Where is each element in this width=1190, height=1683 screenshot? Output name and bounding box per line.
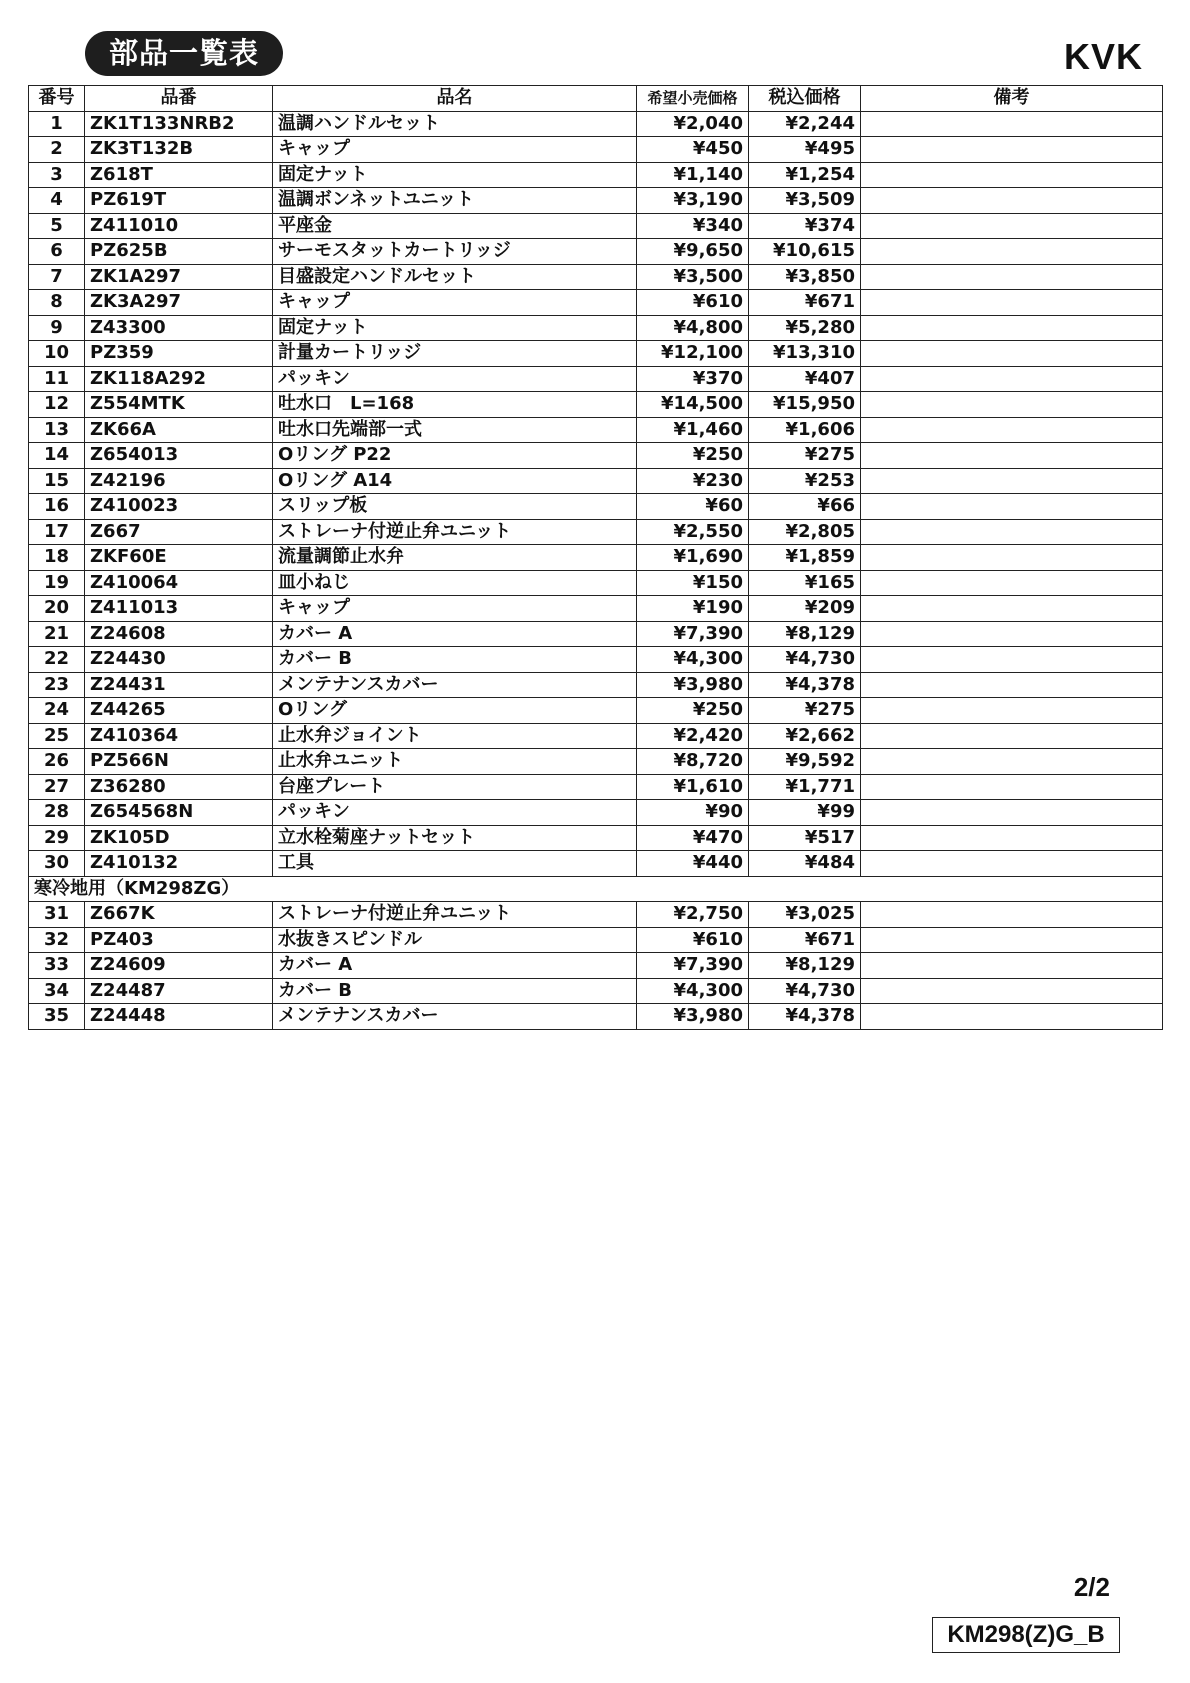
part-name: メンテナンスカバー: [273, 1004, 637, 1030]
tax-inclusive-price: ¥407: [749, 366, 861, 392]
retail-price: ¥190: [637, 596, 749, 622]
part-number: Z44265: [85, 698, 273, 724]
retail-price: ¥230: [637, 468, 749, 494]
retail-price: ¥12,100: [637, 341, 749, 367]
row-number: 22: [29, 647, 85, 673]
tax-inclusive-price: ¥1,859: [749, 545, 861, 571]
note: [861, 825, 1163, 851]
part-name: 温調ボンネットユニット: [273, 188, 637, 214]
part-number: Z410364: [85, 723, 273, 749]
retail-price: ¥4,800: [637, 315, 749, 341]
col-header-price: 希望小売価格: [637, 86, 749, 112]
row-number: 8: [29, 290, 85, 316]
part-name: 流量調節止水弁: [273, 545, 637, 571]
tax-inclusive-price: ¥275: [749, 443, 861, 469]
table-row: [29, 264, 1163, 290]
row-number: 16: [29, 494, 85, 520]
retail-price: ¥1,690: [637, 545, 749, 571]
tax-inclusive-price: ¥1,771: [749, 774, 861, 800]
tax-inclusive-price: ¥4,378: [749, 1004, 861, 1030]
table-row: [29, 596, 1163, 622]
part-name: ストレーナ付逆止弁ユニット: [273, 519, 637, 545]
part-name: ストレーナ付逆止弁ユニット: [273, 902, 637, 928]
retail-price: ¥3,980: [637, 1004, 749, 1030]
note: [861, 596, 1163, 622]
part-name: 固定ナット: [273, 315, 637, 341]
tax-inclusive-price: ¥2,662: [749, 723, 861, 749]
retail-price: ¥3,190: [637, 188, 749, 214]
part-number: Z410064: [85, 570, 273, 596]
part-name: 目盛設定ハンドルセット: [273, 264, 637, 290]
part-number: Z24430: [85, 647, 273, 673]
part-number: Z554MTK: [85, 392, 273, 418]
table-row: [29, 749, 1163, 775]
note: [861, 953, 1163, 979]
row-number: 13: [29, 417, 85, 443]
table-body: [29, 111, 1163, 876]
part-number: ZK1A297: [85, 264, 273, 290]
note: [861, 1004, 1163, 1030]
part-number: Z654013: [85, 443, 273, 469]
part-number: ZKF60E: [85, 545, 273, 571]
table-row: [29, 519, 1163, 545]
note: [861, 774, 1163, 800]
part-number: Z411013: [85, 596, 273, 622]
part-name: カバー B: [273, 978, 637, 1004]
tax-inclusive-price: ¥165: [749, 570, 861, 596]
part-name: 吐水口 L=168: [273, 392, 637, 418]
row-number: 10: [29, 341, 85, 367]
retail-price: ¥150: [637, 570, 749, 596]
retail-price: ¥14,500: [637, 392, 749, 418]
part-name: Oリング A14: [273, 468, 637, 494]
table-row: [29, 341, 1163, 367]
note: [861, 902, 1163, 928]
part-number: PZ625B: [85, 239, 273, 265]
row-number: 6: [29, 239, 85, 265]
row-number: 19: [29, 570, 85, 596]
tax-inclusive-price: ¥5,280: [749, 315, 861, 341]
note: [861, 698, 1163, 724]
table-row: [29, 213, 1163, 239]
col-header-no: 番号: [29, 86, 85, 112]
retail-price: ¥90: [637, 800, 749, 826]
retail-price: ¥7,390: [637, 621, 749, 647]
part-name: キャップ: [273, 290, 637, 316]
part-name: キャップ: [273, 137, 637, 163]
table-row: [29, 188, 1163, 214]
note: [861, 392, 1163, 418]
retail-price: ¥7,390: [637, 953, 749, 979]
note: [861, 239, 1163, 265]
table-row: [29, 417, 1163, 443]
section-label: 寒冷地用（KM298ZG）: [29, 876, 1163, 902]
note: [861, 800, 1163, 826]
part-number: PZ403: [85, 927, 273, 953]
tax-inclusive-price: ¥495: [749, 137, 861, 163]
part-name: カバー B: [273, 647, 637, 673]
row-number: 15: [29, 468, 85, 494]
row-number: 28: [29, 800, 85, 826]
note: [861, 188, 1163, 214]
part-name: パッキン: [273, 800, 637, 826]
tax-inclusive-price: ¥15,950: [749, 392, 861, 418]
part-number: Z24431: [85, 672, 273, 698]
row-number: 5: [29, 213, 85, 239]
table-row: [29, 111, 1163, 137]
tax-inclusive-price: ¥253: [749, 468, 861, 494]
table-row: [29, 902, 1163, 928]
table-row: [29, 392, 1163, 418]
part-number: Z24609: [85, 953, 273, 979]
tax-inclusive-price: ¥1,606: [749, 417, 861, 443]
tax-inclusive-price: ¥66: [749, 494, 861, 520]
table-header-row: [29, 86, 1163, 112]
part-number: ZK66A: [85, 417, 273, 443]
part-name: 立水栓菊座ナットセット: [273, 825, 637, 851]
note: [861, 417, 1163, 443]
col-header-tax-price: 税込価格: [749, 86, 861, 112]
tax-inclusive-price: ¥99: [749, 800, 861, 826]
col-header-note: 備考: [861, 86, 1163, 112]
table-row: [29, 162, 1163, 188]
tax-inclusive-price: ¥209: [749, 596, 861, 622]
row-number: 9: [29, 315, 85, 341]
retail-price: ¥4,300: [637, 978, 749, 1004]
note: [861, 290, 1163, 316]
part-number: PZ359: [85, 341, 273, 367]
part-name: 計量カートリッジ: [273, 341, 637, 367]
tax-inclusive-price: ¥275: [749, 698, 861, 724]
part-number: Z667: [85, 519, 273, 545]
col-header-name: 品名: [273, 86, 637, 112]
note: [861, 851, 1163, 877]
part-number: Z654568N: [85, 800, 273, 826]
table-row: [29, 621, 1163, 647]
table-row: [29, 366, 1163, 392]
note: [861, 545, 1163, 571]
section-table-body: [29, 902, 1163, 1030]
part-name: Oリング P22: [273, 443, 637, 469]
table-row: [29, 570, 1163, 596]
table-row: [29, 825, 1163, 851]
part-name: スリップ板: [273, 494, 637, 520]
table-row: [29, 315, 1163, 341]
part-name: 平座金: [273, 213, 637, 239]
tax-inclusive-price: ¥2,244: [749, 111, 861, 137]
part-name: 皿小ねじ: [273, 570, 637, 596]
retail-price: ¥4,300: [637, 647, 749, 673]
row-number: 30: [29, 851, 85, 877]
tax-inclusive-price: ¥517: [749, 825, 861, 851]
document-code: KM298(Z)G_B: [932, 1617, 1120, 1653]
part-name: カバー A: [273, 953, 637, 979]
retail-price: ¥2,420: [637, 723, 749, 749]
retail-price: ¥9,650: [637, 239, 749, 265]
tax-inclusive-price: ¥4,730: [749, 978, 861, 1004]
part-name: 台座プレート: [273, 774, 637, 800]
retail-price: ¥370: [637, 366, 749, 392]
retail-price: ¥610: [637, 290, 749, 316]
part-number: ZK3A297: [85, 290, 273, 316]
part-name: Oリング: [273, 698, 637, 724]
row-number: 25: [29, 723, 85, 749]
row-number: 7: [29, 264, 85, 290]
note: [861, 315, 1163, 341]
table-row: [29, 774, 1163, 800]
note: [861, 723, 1163, 749]
table-row: [29, 468, 1163, 494]
page-number: 2/2: [1073, 1572, 1110, 1602]
note: [861, 978, 1163, 1004]
row-number: 33: [29, 953, 85, 979]
retail-price: ¥2,040: [637, 111, 749, 137]
row-number: 1: [29, 111, 85, 137]
row-number: 18: [29, 545, 85, 571]
note: [861, 264, 1163, 290]
tax-inclusive-price: ¥671: [749, 927, 861, 953]
part-number: Z411010: [85, 213, 273, 239]
part-name: サーモスタットカートリッジ: [273, 239, 637, 265]
part-number: ZK1T133NRB2: [85, 111, 273, 137]
part-number: PZ566N: [85, 749, 273, 775]
table-row: [29, 647, 1163, 673]
retail-price: ¥470: [637, 825, 749, 851]
note: [861, 570, 1163, 596]
note: [861, 927, 1163, 953]
table-row: [29, 800, 1163, 826]
row-number: 27: [29, 774, 85, 800]
section-header: [29, 876, 1163, 902]
part-number: Z24448: [85, 1004, 273, 1030]
table-row: [29, 953, 1163, 979]
parts-table: [28, 85, 1163, 1030]
note: [861, 341, 1163, 367]
tax-inclusive-price: ¥8,129: [749, 953, 861, 979]
col-header-part-no: 品番: [85, 86, 273, 112]
table-row: [29, 927, 1163, 953]
table-row: [29, 672, 1163, 698]
tax-inclusive-price: ¥4,378: [749, 672, 861, 698]
brand-logo: KVK: [1063, 36, 1143, 77]
tax-inclusive-price: ¥1,254: [749, 162, 861, 188]
row-number: 12: [29, 392, 85, 418]
page-title: 部品一覧表: [85, 31, 283, 76]
part-number: Z410023: [85, 494, 273, 520]
retail-price: ¥610: [637, 927, 749, 953]
note: [861, 468, 1163, 494]
tax-inclusive-price: ¥4,730: [749, 647, 861, 673]
retail-price: ¥250: [637, 443, 749, 469]
row-number: 17: [29, 519, 85, 545]
note: [861, 519, 1163, 545]
part-number: PZ619T: [85, 188, 273, 214]
table-row: [29, 851, 1163, 877]
retail-price: ¥250: [637, 698, 749, 724]
row-number: 3: [29, 162, 85, 188]
row-number: 34: [29, 978, 85, 1004]
row-number: 20: [29, 596, 85, 622]
part-name: 止水弁ジョイント: [273, 723, 637, 749]
note: [861, 621, 1163, 647]
retail-price: ¥1,460: [637, 417, 749, 443]
tax-inclusive-price: ¥13,310: [749, 341, 861, 367]
part-number: Z43300: [85, 315, 273, 341]
note: [861, 366, 1163, 392]
tax-inclusive-price: ¥3,850: [749, 264, 861, 290]
part-name: 止水弁ユニット: [273, 749, 637, 775]
row-number: 29: [29, 825, 85, 851]
retail-price: ¥440: [637, 851, 749, 877]
table-row: [29, 290, 1163, 316]
part-name: カバー A: [273, 621, 637, 647]
retail-price: ¥60: [637, 494, 749, 520]
table-row: [29, 137, 1163, 163]
table-row: [29, 1004, 1163, 1030]
retail-price: ¥1,610: [637, 774, 749, 800]
part-name: 固定ナット: [273, 162, 637, 188]
note: [861, 749, 1163, 775]
note: [861, 137, 1163, 163]
retail-price: ¥2,750: [637, 902, 749, 928]
retail-price: ¥2,550: [637, 519, 749, 545]
row-number: 2: [29, 137, 85, 163]
part-name: 温調ハンドルセット: [273, 111, 637, 137]
part-number: Z410132: [85, 851, 273, 877]
row-number: 23: [29, 672, 85, 698]
note: [861, 443, 1163, 469]
note: [861, 213, 1163, 239]
part-number: Z42196: [85, 468, 273, 494]
row-number: 32: [29, 927, 85, 953]
part-number: Z24487: [85, 978, 273, 1004]
note: [861, 162, 1163, 188]
note: [861, 647, 1163, 673]
table-row: [29, 443, 1163, 469]
tax-inclusive-price: ¥3,509: [749, 188, 861, 214]
row-number: 21: [29, 621, 85, 647]
table-row: [29, 494, 1163, 520]
part-name: 水抜きスピンドル: [273, 927, 637, 953]
part-number: Z36280: [85, 774, 273, 800]
tax-inclusive-price: ¥10,615: [749, 239, 861, 265]
row-number: 4: [29, 188, 85, 214]
table-row: [29, 698, 1163, 724]
retail-price: ¥340: [637, 213, 749, 239]
row-number: 26: [29, 749, 85, 775]
retail-price: ¥450: [637, 137, 749, 163]
note: [861, 672, 1163, 698]
tax-inclusive-price: ¥671: [749, 290, 861, 316]
part-number: ZK105D: [85, 825, 273, 851]
part-name: パッキン: [273, 366, 637, 392]
retail-price: ¥1,140: [637, 162, 749, 188]
part-number: ZK118A292: [85, 366, 273, 392]
row-number: 24: [29, 698, 85, 724]
tax-inclusive-price: ¥484: [749, 851, 861, 877]
part-name: 工具: [273, 851, 637, 877]
part-name: キャップ: [273, 596, 637, 622]
row-number: 14: [29, 443, 85, 469]
part-number: Z618T: [85, 162, 273, 188]
row-number: 35: [29, 1004, 85, 1030]
table-row: [29, 978, 1163, 1004]
tax-inclusive-price: ¥8,129: [749, 621, 861, 647]
tax-inclusive-price: ¥3,025: [749, 902, 861, 928]
note: [861, 494, 1163, 520]
retail-price: ¥8,720: [637, 749, 749, 775]
retail-price: ¥3,500: [637, 264, 749, 290]
row-number: 31: [29, 902, 85, 928]
retail-price: ¥3,980: [637, 672, 749, 698]
tax-inclusive-price: ¥374: [749, 213, 861, 239]
part-name: メンテナンスカバー: [273, 672, 637, 698]
tax-inclusive-price: ¥9,592: [749, 749, 861, 775]
table-row: [29, 239, 1163, 265]
part-name: 吐水口先端部一式: [273, 417, 637, 443]
part-number: Z667K: [85, 902, 273, 928]
row-number: 11: [29, 366, 85, 392]
part-number: Z24608: [85, 621, 273, 647]
table-row: [29, 723, 1163, 749]
section-row: [29, 876, 1163, 902]
part-number: ZK3T132B: [85, 137, 273, 163]
tax-inclusive-price: ¥2,805: [749, 519, 861, 545]
table-row: [29, 545, 1163, 571]
note: [861, 111, 1163, 137]
